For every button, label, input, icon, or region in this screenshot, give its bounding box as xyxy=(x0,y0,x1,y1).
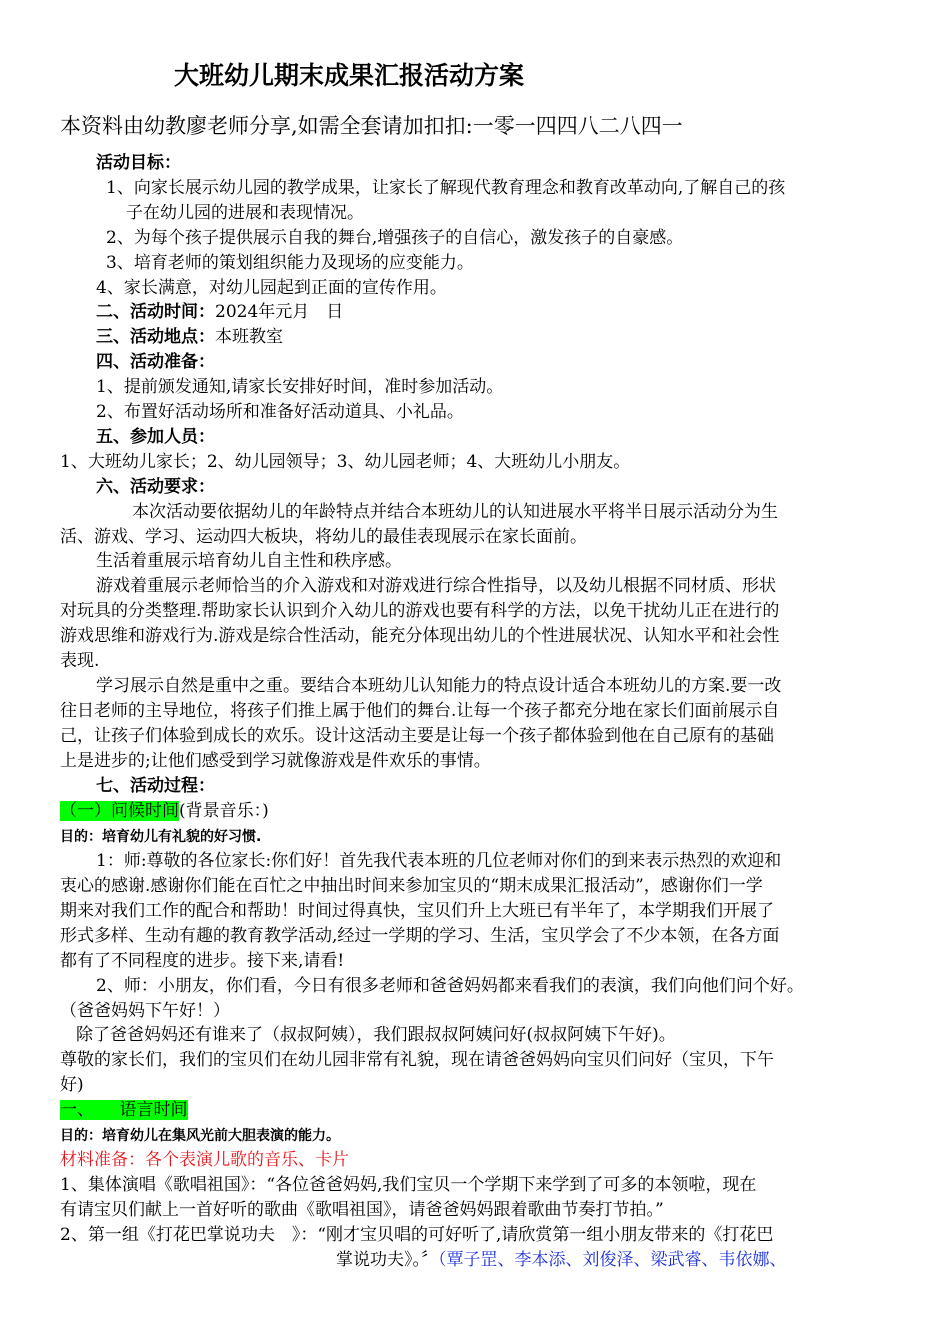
goal-1a: 1、向家长展示幼儿园的教学成果，让家长了解现代教育理念和教育改革动向,了解自己的孩 xyxy=(106,178,786,198)
share-note: 本资料由幼教廖老师分享,如需全套请加扣扣:一零一四四八二八四一 xyxy=(60,114,683,138)
req-4b: 往日老师的主导地位，将孩子们推上属于他们的舞台.让每一个孩子都充分地在家长们面前展示自 xyxy=(60,701,780,721)
requirements-heading: 六、活动要求： xyxy=(96,477,215,497)
s2-item-2b-line xyxy=(336,1249,787,1271)
s2-item-1b: 有请宝贝们献上一首好听的歌曲《歌唱祖国》，请爸爸妈妈跟着歌曲节奏打节拍。” xyxy=(60,1200,664,1220)
prep-heading: 四、活动准备： xyxy=(96,352,215,372)
section-1-note: (背景音乐：) xyxy=(179,801,269,821)
req-4d: 上是进步的;让他们感受到学习就像游戏是件欢乐的事情。 xyxy=(60,751,491,771)
place-value: 本班教室 xyxy=(215,327,283,347)
section-1-goal: 目的：培育幼儿有礼貌的好习惯. xyxy=(60,829,262,845)
goal-2: 2、为每个孩子提供展示自我的舞台,增强孩子的自信心，激发孩子的自豪感。 xyxy=(106,228,684,248)
s1-text-1e: 都有了不同程度的进步。接下来,请看! xyxy=(60,951,345,971)
time-value: 2024年元月 日 xyxy=(215,302,344,322)
s1-text-1b: 衷心的感谢.感谢你们能在百忙之中抽出时间来参加宝贝的“期末成果汇报活动”，感谢你们一学 xyxy=(60,876,763,896)
page-title: 大班幼儿期末成果汇报活动方案 xyxy=(174,61,525,90)
place-line xyxy=(96,326,283,348)
s1-text-4a: 尊敬的家长们，我们的宝贝们在幼儿园非常有礼貌，现在请爸爸妈妈向宝贝们问好（宝贝，下午 xyxy=(60,1050,774,1070)
req-2: 生活着重展示培育幼儿自主性和秩序感。 xyxy=(96,551,402,571)
s1-text-2a: 2、师：小朋友，你们看，今日有很多老师和爸爸妈妈都来看我们的表演，我们向他们问个好。 xyxy=(96,976,804,996)
req-1b: 活、游戏、学习、运动四大板块，将幼儿的最佳表现展示在家长面前。 xyxy=(60,527,587,547)
section-1-label: （一）问候时间 xyxy=(60,801,179,821)
req-3b: 对玩具的分类整理.帮助家长认识到介入幼儿的游戏也要有科学的方法，以免干扰幼儿正在进行的 xyxy=(60,601,780,621)
participants-heading: 五、参加人员： xyxy=(96,427,215,447)
s1-text-1a: 1：师:尊敬的各位家长:你们好！首先我代表本班的几位老师对你们的到来表示热烈的欢迎和 xyxy=(96,851,782,871)
req-1a: 本次活动要依据幼儿的年龄特点并结合本班幼儿的认知进展水平将半日展示活动分为生 xyxy=(132,502,778,522)
s2-item-1a: 1、集体演唱《歌唱祖国》：“各位爸爸妈妈,我们宝贝一个学期下来学到了可多的本领啦，现在 xyxy=(60,1175,757,1195)
goal-3: 3、培育老师的策划组织能力及现场的应变能力。 xyxy=(106,253,474,273)
section-2-label: 一、 语言时间 xyxy=(60,1100,188,1120)
section-2-line xyxy=(60,1099,188,1121)
req-3a: 游戏着重展示老师恰当的介入游戏和对游戏进行综合性指导，以及幼儿根据不同材质、形状 xyxy=(96,576,776,596)
section-2-goal: 目的：培育幼儿在集风光前大胆表演的能力。 xyxy=(60,1128,340,1144)
time-label: 二、活动时间： xyxy=(96,302,215,322)
goal-1b: 子在幼儿园的进展和表现情况。 xyxy=(126,203,364,223)
req-4a: 学习展示自然是重中之重。要结合本班幼儿认知能力的特点设计适合本班幼儿的方案.要一改 xyxy=(96,676,782,696)
s2-performer-names: （覃子罡、李本添、刘俊泽、梁武睿、韦依娜、 xyxy=(438,1250,787,1270)
req-3d: 表现. xyxy=(60,651,100,671)
section-1-line xyxy=(60,800,269,822)
participants-line: 1、大班幼儿家长；2、幼儿园领导；3、幼儿园老师；4、大班幼儿小朋友。 xyxy=(60,452,631,472)
goals-heading: 活动目标： xyxy=(96,153,181,173)
prep-1: 1、提前颁发通知,请家长安排好时间，准时参加活动。 xyxy=(96,377,504,397)
place-label: 三、活动地点： xyxy=(96,327,215,347)
s1-text-2b: （爸爸妈妈下午好！） xyxy=(60,1001,230,1021)
process-heading: 七、活动过程： xyxy=(96,776,215,796)
s1-text-3: 除了爸爸妈妈还有谁来了（叔叔阿姨），我们跟叔叔阿姨问好(叔叔阿姨下午好)。 xyxy=(76,1025,676,1045)
s2-item-2b: 掌说功夫》。〞 xyxy=(336,1250,438,1270)
goal-4: 4、家长满意，对幼儿园起到正面的宣传作用。 xyxy=(96,278,447,298)
req-3c: 游戏思维和游戏行为.游戏是综合性活动，能充分体现出幼儿的个性进展状况、认知水平和社会性 xyxy=(60,626,780,646)
s2-item-2a: 2、第一组《打花巴掌说功夫 》：“刚才宝贝唱的可好听了,请欣赏第一组小朋友带来的《打花巴 xyxy=(60,1225,774,1245)
section-2-materials: 材料准备：各个表演儿歌的音乐、卡片 xyxy=(60,1150,349,1170)
prep-2: 2、布置好活动场所和准备好活动道具、小礼品。 xyxy=(96,402,464,422)
time-line xyxy=(96,301,343,323)
req-4c: 己，让孩子们体验到成长的欢乐。设计这活动主要是让每一个孩子都体验到他在自己原有的基础 xyxy=(60,726,774,746)
s1-text-1c: 期来对我们工作的配合和帮助！时间过得真快，宝贝们升上大班已有半年了，本学期我们开展了 xyxy=(60,901,774,921)
s1-text-1d: 形式多样、生动有趣的教育教学活动,经过一学期的学习、生活，宝贝学会了不少本领，在各方面 xyxy=(60,926,780,946)
s1-text-4b: 好) xyxy=(60,1075,84,1095)
